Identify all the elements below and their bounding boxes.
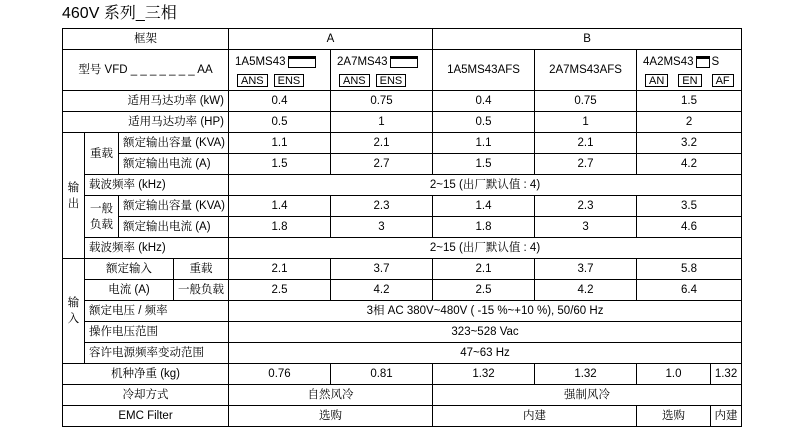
model-5-opt-en: EN xyxy=(678,74,701,87)
input-normal-value: 6.4 xyxy=(637,280,742,301)
normal-a-value: 3 xyxy=(535,217,637,238)
carrier-value-1: 2~15 (出厂默认值 : 4) xyxy=(229,175,742,196)
normal-kva-value: 1.4 xyxy=(433,196,535,217)
normal-a-label: 额定输出电流 (A) xyxy=(119,217,229,238)
heavy-a-value: 2.7 xyxy=(331,154,433,175)
model-1-opt-ans: ANS xyxy=(237,74,268,87)
model-4: 2A7MS43AFS xyxy=(535,50,637,91)
input-group-label: 输入 xyxy=(63,259,85,364)
hp-label: 适用马达功率 (HP) xyxy=(63,112,229,133)
normal-kva-row xyxy=(63,196,742,217)
heavy-kva-value: 1.1 xyxy=(229,133,331,154)
carrier-value-2: 2~15 (出厂默认值 : 4) xyxy=(229,238,742,259)
input-normal-value: 4.2 xyxy=(331,280,433,301)
model-2-blank xyxy=(390,56,418,68)
model-2-prefix: 2A7MS43 xyxy=(337,56,388,68)
model-5-suffix: S xyxy=(711,56,720,68)
input-heavy-value: 5.8 xyxy=(637,259,742,280)
range-row xyxy=(63,322,742,343)
normal-a-value: 3 xyxy=(331,217,433,238)
weight-value: 1.32 xyxy=(711,364,742,385)
freq-row xyxy=(63,343,742,364)
kw-row xyxy=(63,91,742,112)
heavy-a-value: 2.7 xyxy=(535,154,637,175)
heavy-a-value: 4.2 xyxy=(637,154,742,175)
model-1-top xyxy=(229,52,330,72)
hp-value: 1 xyxy=(331,112,433,133)
model-dashes: _ _ _ _ _ _ _ xyxy=(130,64,195,76)
input-current-label-top xyxy=(85,259,229,280)
input-normal-value: 2.5 xyxy=(433,280,535,301)
input-heavy-row xyxy=(63,259,742,280)
model-1-opt-ens: ENS xyxy=(274,74,305,87)
heavy-a-row xyxy=(63,154,742,175)
range-label: 操作电压范围 xyxy=(85,322,229,343)
input-current-label-bottom xyxy=(85,280,229,301)
frame-a: A xyxy=(229,29,433,50)
model-row xyxy=(63,50,742,91)
input-heavy-value: 2.1 xyxy=(433,259,535,280)
input-normal-value: 2.5 xyxy=(229,280,331,301)
heavy-kva-value: 2.1 xyxy=(331,133,433,154)
spec-table xyxy=(62,28,742,427)
heavy-label: 重载 xyxy=(85,133,119,175)
emc-value-a: 选购 xyxy=(229,406,433,427)
heavy-kva-label: 额定输出容量 (KVA) xyxy=(119,133,229,154)
normal-a-value: 1.8 xyxy=(229,217,331,238)
model-label: 型号 VFD xyxy=(78,64,128,76)
input-normal-row xyxy=(63,280,742,301)
heavy-kva-value: 2.1 xyxy=(535,133,637,154)
model-2-top xyxy=(331,52,432,72)
input-normal-label: 一般负载 xyxy=(173,280,228,300)
model-5-top xyxy=(637,52,741,72)
frame-label: 框架 xyxy=(63,29,229,50)
normal-a-value: 1.8 xyxy=(433,217,535,238)
model-2-opt-ans: ANS xyxy=(339,74,370,87)
input-current-label-1: 额定输入 xyxy=(106,263,152,275)
input-heavy-label: 重载 xyxy=(173,259,228,279)
heavy-a-value: 1.5 xyxy=(229,154,331,175)
heavy-kva-row xyxy=(63,133,742,154)
weight-value: 0.76 xyxy=(229,364,331,385)
hp-value: 0.5 xyxy=(229,112,331,133)
model-suffix: AA xyxy=(197,64,213,76)
model-5-opt-an: AN xyxy=(645,74,668,87)
model-2-opt-ens: ENS xyxy=(376,74,407,87)
cooling-row xyxy=(63,385,742,406)
carrier-label-1: 载波频率 (kHz) xyxy=(85,175,229,196)
carrier-row-2 xyxy=(63,238,742,259)
input-normal-value: 4.2 xyxy=(535,280,637,301)
emc-value-c: 选购 xyxy=(637,406,711,427)
model-2 xyxy=(331,50,433,91)
frame-row xyxy=(63,29,742,50)
normal-a-value: 4.6 xyxy=(637,217,742,238)
input-heavy-value: 3.7 xyxy=(535,259,637,280)
normal-kva-value: 2.3 xyxy=(331,196,433,217)
kw-label: 适用马达功率 (kW) xyxy=(63,91,229,112)
kw-value: 0.75 xyxy=(331,91,433,112)
cooling-value-a: 自然风冷 xyxy=(229,385,433,406)
range-value: 323~528 Vac xyxy=(229,322,742,343)
page-title: 460V 系列_三相 xyxy=(62,5,177,22)
emc-value-d: 内建 xyxy=(711,406,742,427)
normal-kva-label: 额定输出容量 (KVA) xyxy=(119,196,229,217)
heavy-kva-value: 1.1 xyxy=(433,133,535,154)
input-current-label-2: 电流 (A) xyxy=(108,284,150,296)
emc-row xyxy=(63,406,742,427)
model-5-prefix: 4A2MS43 xyxy=(643,56,694,68)
model-2-options xyxy=(331,72,432,88)
emc-label: EMC Filter xyxy=(63,406,229,427)
hp-value: 2 xyxy=(637,112,742,133)
model-5-opt-af: AF xyxy=(712,74,734,87)
model-1-blank xyxy=(288,56,316,68)
model-label-cell xyxy=(63,50,229,91)
freq-label: 容许电源频率变动范围 xyxy=(85,343,229,364)
kw-value: 1.5 xyxy=(637,91,742,112)
normal-label: 一般负载 xyxy=(85,196,119,238)
weight-value: 0.81 xyxy=(331,364,433,385)
voltage-label: 额定电压 / 频率 xyxy=(85,301,229,322)
weight-value: 1.32 xyxy=(433,364,535,385)
freq-value: 47~63 Hz xyxy=(229,343,742,364)
hp-value: 0.5 xyxy=(433,112,535,133)
model-3: 1A5MS43AFS xyxy=(433,50,535,91)
voltage-row xyxy=(63,301,742,322)
kw-value: 0.4 xyxy=(433,91,535,112)
model-1-options xyxy=(229,72,330,88)
weight-value: 1.32 xyxy=(535,364,637,385)
heavy-a-label: 额定输出电流 (A) xyxy=(119,154,229,175)
model-1-prefix: 1A5MS43 xyxy=(235,56,286,68)
model-5-options xyxy=(637,72,741,88)
input-heavy-value: 3.7 xyxy=(331,259,433,280)
model-5-blank xyxy=(696,56,710,68)
model-1 xyxy=(229,50,331,91)
heavy-a-value: 1.5 xyxy=(433,154,535,175)
hp-value: 1 xyxy=(535,112,637,133)
frame-b: B xyxy=(433,29,742,50)
output-group-label: 输出 xyxy=(63,133,85,259)
normal-kva-value: 3.5 xyxy=(637,196,742,217)
normal-kva-value: 1.4 xyxy=(229,196,331,217)
carrier-label-2: 载波频率 (kHz) xyxy=(85,238,229,259)
cooling-value-b: 强制风冷 xyxy=(433,385,742,406)
weight-label: 机种净重 (kg) xyxy=(63,364,229,385)
heavy-kva-value: 3.2 xyxy=(637,133,742,154)
input-heavy-value: 2.1 xyxy=(229,259,331,280)
weight-value: 1.0 xyxy=(637,364,711,385)
carrier-row-1 xyxy=(63,175,742,196)
hp-row xyxy=(63,112,742,133)
emc-value-b: 内建 xyxy=(433,406,637,427)
cooling-label: 冷却方式 xyxy=(63,385,229,406)
kw-value: 0.75 xyxy=(535,91,637,112)
kw-value: 0.4 xyxy=(229,91,331,112)
normal-kva-value: 2.3 xyxy=(535,196,637,217)
weight-row xyxy=(63,364,742,385)
voltage-value: 3相 AC 380V~480V ( -15 %~+10 %), 50/60 Hz xyxy=(229,301,742,322)
model-5 xyxy=(637,50,742,91)
normal-a-row xyxy=(63,217,742,238)
